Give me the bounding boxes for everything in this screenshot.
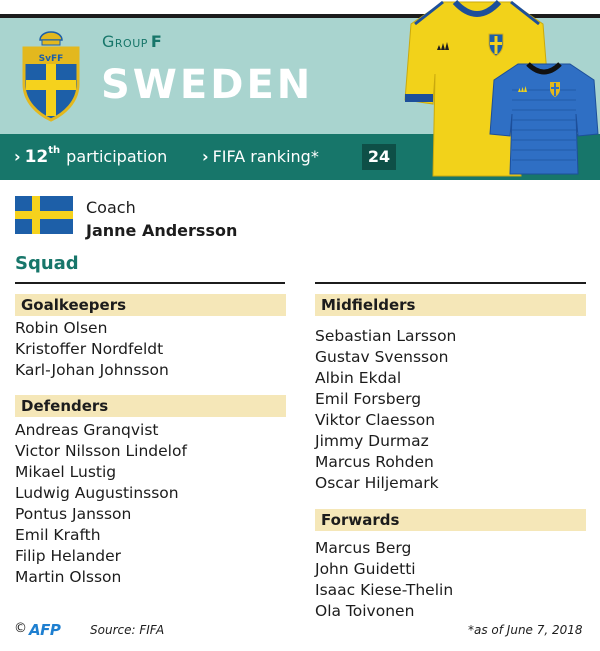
svg-text:SvFF: SvFF <box>38 54 64 64</box>
player-name: Victor Nilsson Lindelof <box>15 442 187 460</box>
sweden-flag-icon <box>15 196 73 234</box>
player-name: Emil Forsberg <box>315 390 422 408</box>
player-name: Karl-Johan Johnsson <box>15 361 169 379</box>
ranking-value: 24 <box>362 144 396 170</box>
forwards-heading: Forwards <box>315 509 586 531</box>
player-name: Ludwig Augustinsson <box>15 484 179 502</box>
ranking-info <box>202 147 319 166</box>
defenders-heading: Defenders <box>15 395 286 417</box>
as-of-note: *as of June 7, 2018 <box>468 623 583 637</box>
participation-number: 12 <box>24 147 49 167</box>
participation-info <box>14 147 167 167</box>
chevron-right-icon: › <box>14 147 21 166</box>
player-name: Marcus Berg <box>315 539 412 557</box>
coach-label: Coach <box>86 198 136 217</box>
blue-jersey-icon <box>488 60 600 176</box>
participation-text: participation <box>66 147 168 166</box>
player-name: Gustav Svensson <box>315 348 449 366</box>
copyright-symbol: © <box>14 621 27 636</box>
ranking-label: FIFA ranking* <box>212 147 319 166</box>
player-name: Marcus Rohden <box>315 453 434 471</box>
player-name: Albin Ekdal <box>315 369 402 387</box>
chevron-right-icon: › <box>202 147 209 166</box>
player-name: Mikael Lustig <box>15 463 117 481</box>
forwards-list <box>315 538 453 622</box>
player-name: Andreas Granqvist <box>15 421 159 439</box>
team-name: SWEDEN <box>101 62 314 108</box>
player-name: Sebastian Larsson <box>315 327 457 345</box>
player-name: Emil Krafth <box>15 526 101 544</box>
player-name: John Guidetti <box>315 560 416 578</box>
right-column-rule <box>315 282 586 284</box>
group-label <box>102 32 162 51</box>
goalkeepers-list <box>15 318 169 381</box>
afp-logo: AFP <box>29 621 61 639</box>
participation-suffix: th <box>48 145 61 156</box>
left-column-rule <box>15 282 285 284</box>
group-letter: F <box>150 32 163 51</box>
svff-crest-icon <box>18 28 84 124</box>
goalkeepers-heading: Goalkeepers <box>15 294 286 316</box>
player-name: Pontus Jansson <box>15 505 132 523</box>
source-note: Source: FIFA <box>90 623 165 637</box>
midfielders-heading: Midfielders <box>315 294 586 316</box>
player-name: Jimmy Durmaz <box>315 432 429 450</box>
player-name: Martin Olsson <box>15 568 122 586</box>
player-name: Isaac Kiese-Thelin <box>315 581 454 599</box>
player-name: Oscar Hiljemark <box>315 474 439 492</box>
player-name: Viktor Claesson <box>315 411 436 429</box>
player-name: Robin Olsen <box>15 319 108 337</box>
player-name: Filip Helander <box>15 547 122 565</box>
group-prefix: Group <box>102 32 148 51</box>
squad-title: Squad <box>15 253 79 274</box>
midfielders-list <box>315 326 456 494</box>
player-name: Ola Toivonen <box>315 602 415 620</box>
player-name: Kristoffer Nordfeldt <box>15 340 164 358</box>
defenders-list <box>15 420 187 588</box>
coach-name: Janne Andersson <box>86 221 238 240</box>
